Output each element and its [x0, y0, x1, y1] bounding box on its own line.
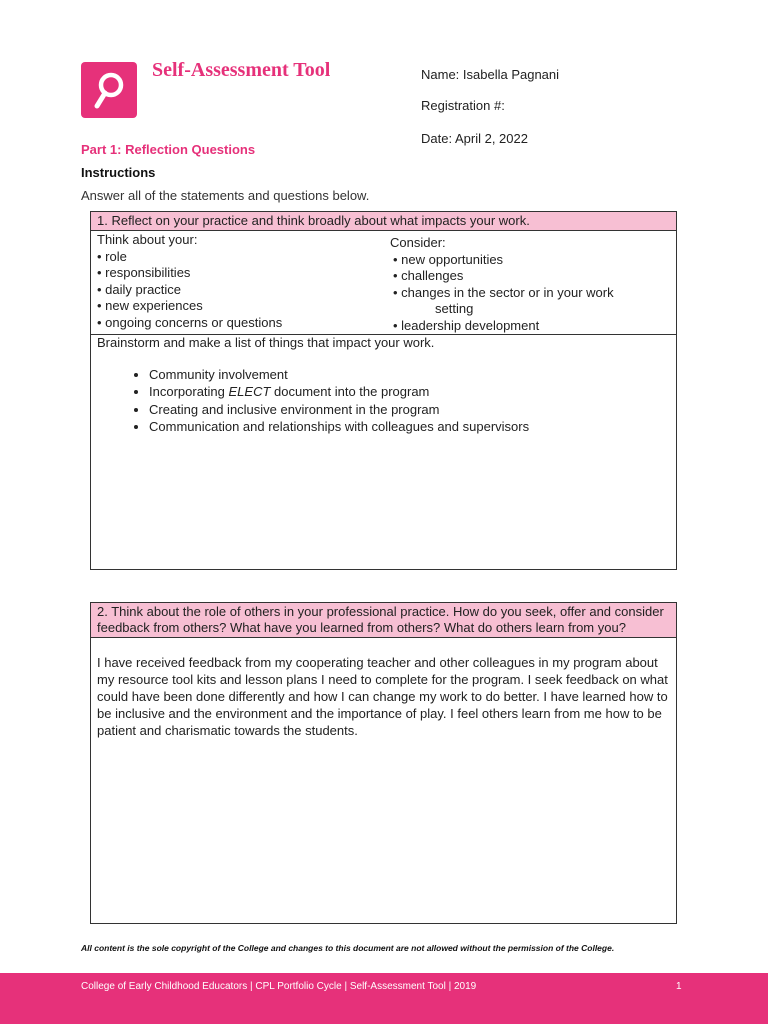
list-item: • Communication and relationships with colleagues and supervisors — [149, 418, 670, 436]
footer-text: College of Early Childhood Educators | CPL Portfolio Cycle | Self-Assessment Tool | 2019 — [81, 981, 477, 992]
list-item: • new opportunities — [393, 251, 504, 267]
list-item: • challenges — [393, 268, 464, 283]
instructions-text: Answer all of the statements and questions below. — [81, 188, 370, 203]
brainstorm-prompt: Brainstorm and make a list of things that impact your work. — [97, 335, 435, 350]
brainstorm-cell — [91, 335, 676, 436]
list-item: • changes in the sector or in your work — [393, 284, 614, 300]
think-label: Think about your: — [97, 232, 198, 247]
question-1-prompts — [91, 231, 676, 335]
list-item: • new experiences — [97, 298, 203, 313]
answer-text: Incorporating — [149, 384, 229, 399]
list-item — [149, 383, 670, 401]
list-item: • role — [97, 248, 127, 264]
think-list — [97, 249, 387, 332]
list-item: • Community involvement — [149, 366, 670, 384]
consider-column — [390, 235, 672, 334]
answer-text: document into the program — [270, 384, 430, 399]
footer-bar — [0, 973, 768, 1024]
page-number: 1 — [676, 981, 682, 992]
question-2-heading: 2. Think about the role of others in your professional practice. How do you seek, offer and consider feedback from others? What have you learned from others? What do others learn from you? — [91, 603, 676, 638]
copyright-notice: All content is the sole copyright of the College and changes to this document are not allowed without the permission of the College. — [81, 943, 615, 953]
date-field: Date: April 2, 2022 — [421, 131, 528, 146]
list-item: • daily practice — [97, 281, 182, 297]
answer-text: ELECT — [228, 384, 271, 399]
list-item: • ongoing concerns or questions — [97, 314, 283, 330]
question-2-answer: I have received feedback from my cooperating teacher and other colleagues in my program about my resource tool kits and lesson plans I need to complete for the program. I seek feedback on what could have been done differently and how I can change my work to do better. I have learned how to be inclusive and the environment and the importance of play. I feel others learn from me how to be patient and charismatic towards the students. — [97, 655, 668, 738]
instructions-heading: Instructions — [81, 165, 156, 180]
think-about-column — [97, 232, 387, 331]
logo — [81, 62, 137, 118]
list-item: setting — [435, 301, 474, 316]
question-2-box — [90, 602, 677, 924]
list-item: • Creating and inclusive environment in the program — [149, 401, 670, 419]
question-1-box — [90, 211, 677, 570]
magnifier-icon — [81, 62, 137, 118]
consider-label: Consider: — [390, 235, 446, 250]
brand-title: Self-Assessment Tool — [152, 59, 331, 81]
consider-list — [390, 252, 672, 335]
list-item: • leadership development — [393, 317, 540, 333]
brainstorm-list — [97, 366, 670, 436]
part-title: Part 1: Reflection Questions — [81, 142, 256, 157]
name-field: Name: Isabella Pagnani — [421, 67, 560, 82]
question-1-heading: 1. Reflect on your practice and think broadly about what impacts your work. — [91, 212, 676, 231]
registration-field: Registration #: — [421, 98, 505, 113]
list-item: • responsibilities — [97, 265, 191, 280]
